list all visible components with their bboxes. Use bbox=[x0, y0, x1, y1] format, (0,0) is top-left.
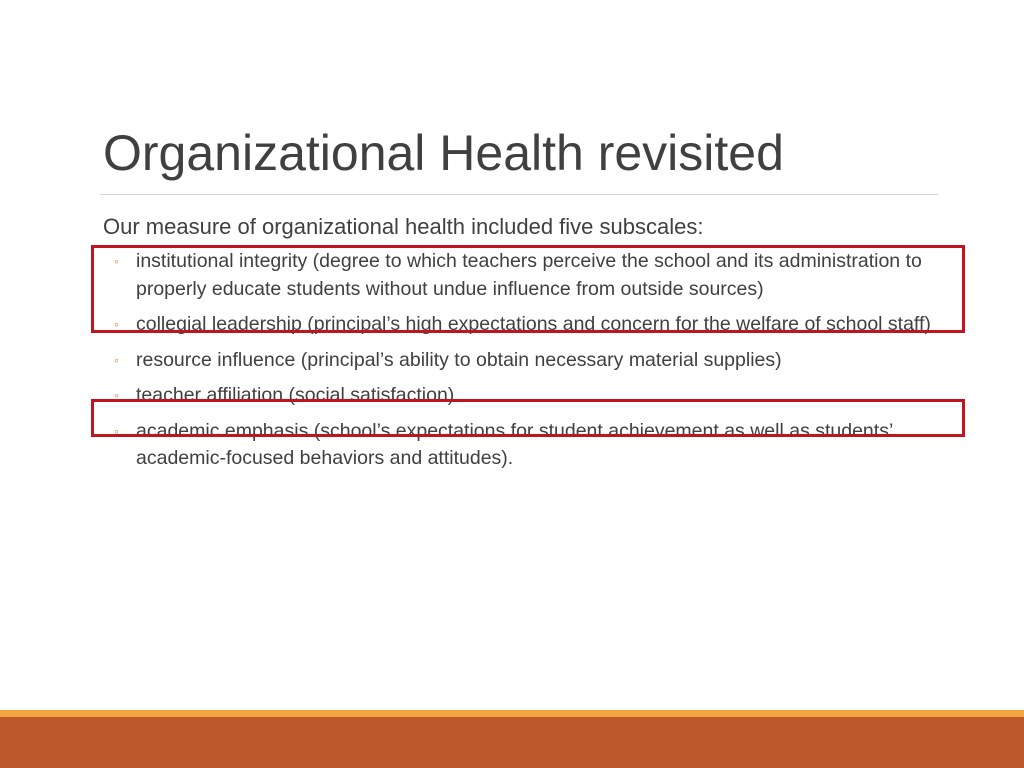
bullet-circle-icon: ◦ bbox=[114, 351, 119, 368]
title-divider bbox=[100, 194, 938, 195]
bullet-circle-icon: ◦ bbox=[114, 316, 119, 332]
bullet-text: collegial leadership (principal’s high expectations and concern for the welfare of school staff) bbox=[136, 313, 931, 335]
footer-band bbox=[0, 717, 1024, 768]
bullet-circle-icon: ◦ bbox=[114, 422, 119, 439]
highlight-box-resource-influence bbox=[91, 399, 965, 437]
bullet-text: teacher affiliation (social satisfaction) bbox=[136, 384, 455, 406]
bullet-circle-icon: ◦ bbox=[114, 387, 119, 403]
bullet-text: resource influence (principal’s ability to obtain necessary material supplies) bbox=[136, 348, 782, 371]
bullet-text: institutional integrity (degree to which teachers perceive the school and its administration to properly educate students without undue influence from outside sources) bbox=[136, 250, 922, 300]
intro-text: Our measure of organizational health included five subscales: bbox=[103, 214, 704, 239]
footer-accent-stripe bbox=[0, 710, 1024, 717]
bullet-circle-icon: ◦ bbox=[114, 253, 119, 269]
bullet-text: academic emphasis (school’s expectations for student achievement as well as students’ academic-focused behaviors and attitudes). bbox=[136, 419, 893, 469]
list-item-resource-influence bbox=[114, 347, 944, 375]
slide-title: Organizational Health revisited bbox=[103, 125, 784, 181]
highlight-box-institutional-integrity bbox=[91, 245, 965, 333]
